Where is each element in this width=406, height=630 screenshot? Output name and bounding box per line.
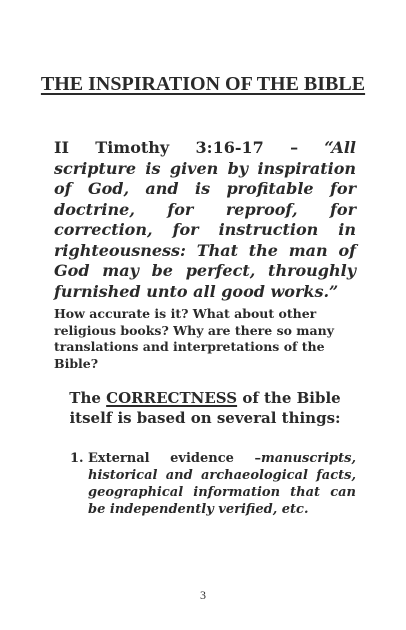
list-item-lead: External evidence – xyxy=(88,451,261,466)
list-item-text xyxy=(88,450,356,518)
questions-paragraph: How accurate is it? What about other religious books? Why are there so many translations and interpretations of the Bible? xyxy=(54,306,334,371)
list-item-detail: manuscripts, historical and archaeological facts, geographical information that can be independently verified, etc. xyxy=(88,451,356,517)
evidence-list xyxy=(70,450,356,518)
page-title: THE INSPIRATION OF THE BIBLE xyxy=(40,73,366,95)
correctness-emphasis: CORRECTNESS xyxy=(106,389,238,407)
page-number: 3 xyxy=(200,588,206,602)
correctness-heading xyxy=(54,388,356,428)
correctness-suffix: of the Bible itself is based on several things: xyxy=(69,389,341,427)
list-item xyxy=(70,450,356,518)
scripture-quote: “All scripture is given by inspiration of God, and is profitable for doctrine, for reproof, for correction, for instruction in righteousness: That the man of God may be perfect, throughly furnished unto all good works.” xyxy=(54,138,356,301)
scripture-reference: II Timothy 3:16-17 – xyxy=(54,138,325,157)
scripture-passage xyxy=(54,138,356,302)
list-item-number: 1. xyxy=(70,451,84,466)
correctness-prefix: The xyxy=(69,389,107,407)
